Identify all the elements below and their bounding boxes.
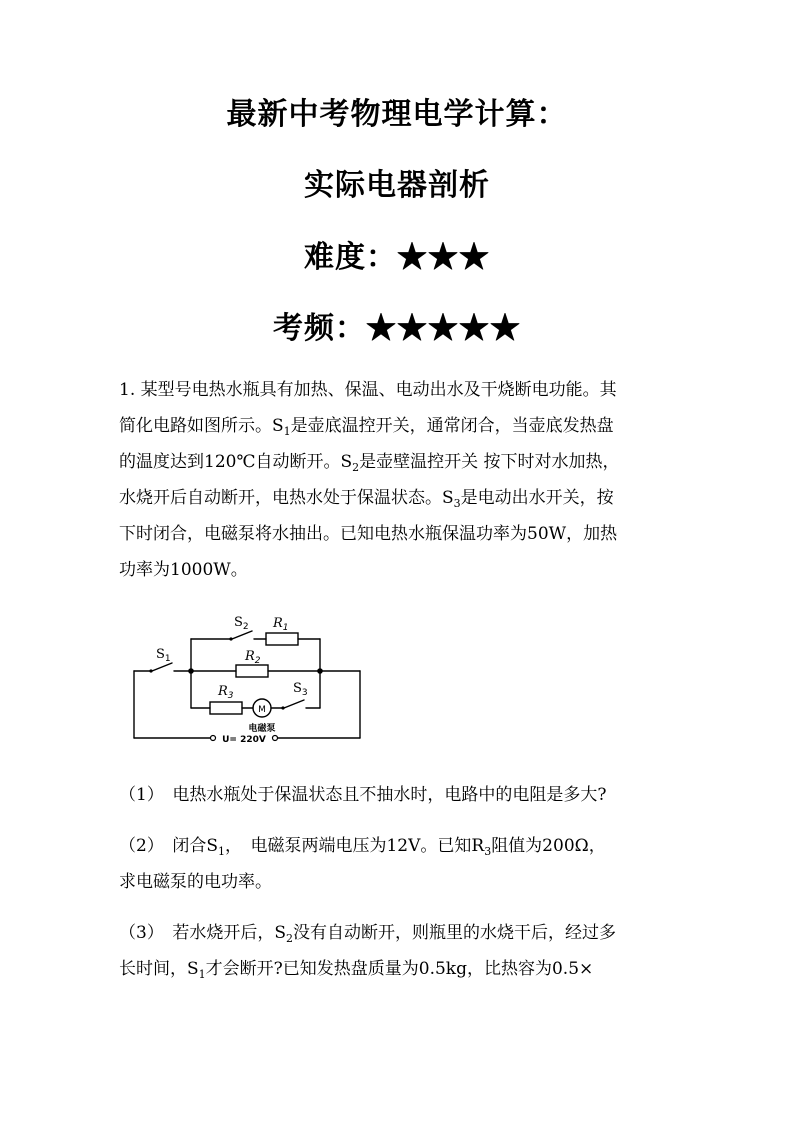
intro-line-2: 简化电路如图所示。$S_1$是壶底温控开关，通常闭合，当壶底发热盘 (119, 416, 614, 438)
intro-line-5: 下时闭合，电磁泵将水抽出。已知电热水瓶保温功率为50W，加热 (119, 524, 618, 544)
frequency-stars: ★★★★★ (366, 311, 521, 346)
circuit-diagram (128, 607, 364, 747)
intro-line-4: 水烧开后自动断开，电热水处于保温状态。$S_3$是电动出水开关，按 (119, 488, 614, 510)
label-s2: $S_2$ (234, 615, 249, 632)
label-s1: $S_1$ (156, 647, 171, 664)
label-r1: $R_1$ (273, 616, 289, 633)
difficulty-stars: ★★★ (397, 240, 490, 275)
sub-question-2: （2） 闭合$S_1$， 电磁泵两端电压为12V。已知$R_3$阻值为200Ω， 求电磁泵的电功率。 (119, 836, 606, 892)
label-voltage: U= 220V (222, 735, 266, 745)
label-pump: 电磁泵 (248, 724, 276, 734)
difficulty-rating (0, 238, 794, 278)
doc-title-line1: 最新中考物理电学计算： (226, 97, 568, 132)
motor-icon: M (258, 705, 266, 715)
difficulty-label: 难度： (304, 240, 397, 275)
sub-question-1: （1） 电热水瓶处于保温状态且不抽水时，电路中的电阻是多大? (119, 785, 607, 805)
label-r3: $R_3$ (218, 684, 234, 701)
intro-line-6: 功率为1000W。 (119, 560, 248, 580)
intro-line-1: 1. 某型号电热水瓶具有加热、保温、电动出水及干烧断电功能。其 (119, 380, 617, 400)
sub-question-3: （3） 若水烧开后，$S_2$没有自动断开，则瓶里的水烧干后，经过多 长时间，$S_1$才会断开?已知发热盘质量为0.5kg，比热容为0.5× (119, 923, 616, 981)
frequency-rating (0, 309, 794, 349)
intro-line-3: 的温度达到120℃自动断开。$S_2$是壶壁温控开关 按下时对水加热， (119, 452, 620, 474)
question-intro (119, 372, 679, 588)
doc-title-line2: 实际电器剖析 (304, 168, 490, 203)
label-r2: $R_2$ (245, 649, 261, 666)
label-s3: $S_3$ (293, 681, 308, 698)
frequency-label: 考频： (273, 311, 366, 346)
